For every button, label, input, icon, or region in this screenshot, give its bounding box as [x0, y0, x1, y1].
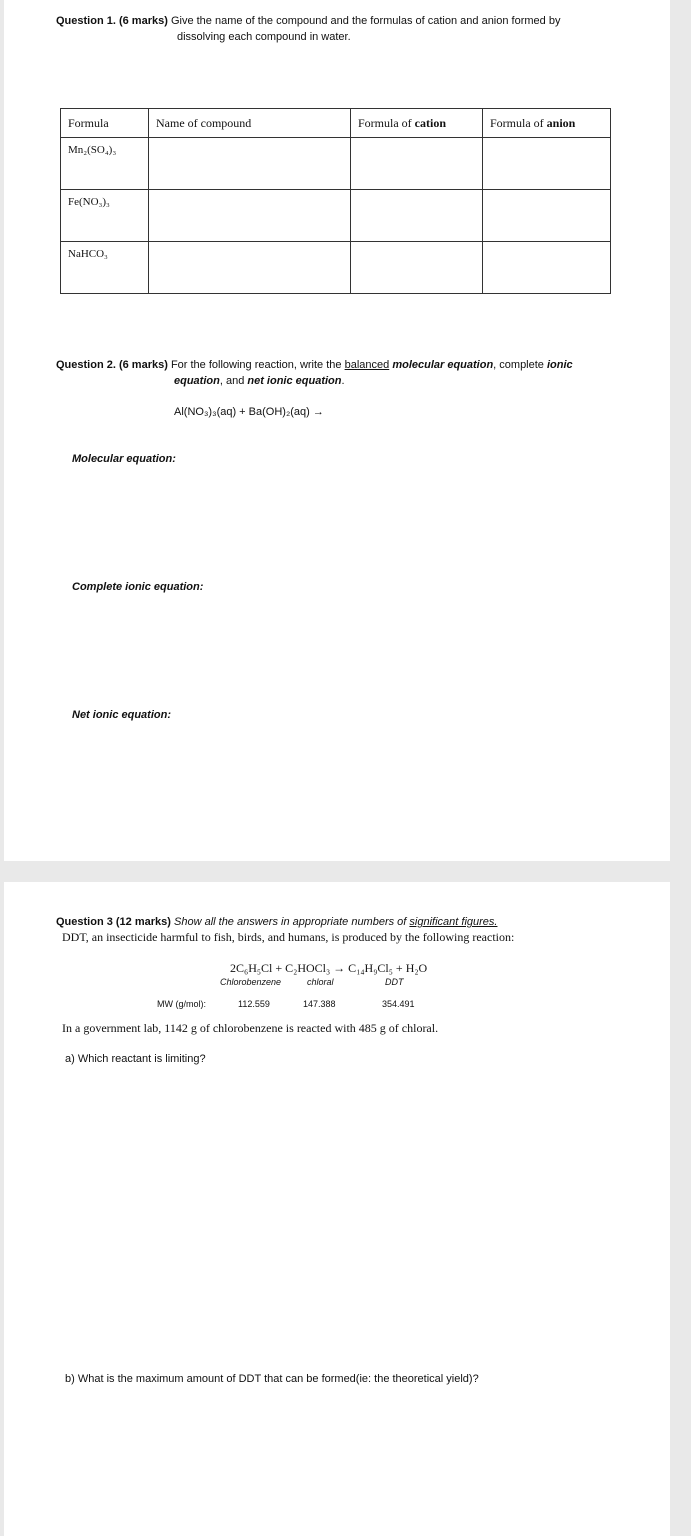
header-cation-b: cation — [414, 115, 447, 130]
formula-cell: Fe(NO₃)₃ — [61, 190, 149, 242]
mw-chlorobenzene: 112.559 — [238, 999, 270, 1009]
q2-period: . — [341, 375, 345, 387]
mw-ddt: 354.491 — [382, 999, 415, 1009]
table-header-row — [61, 109, 611, 138]
header-anion-a: Formula of — [490, 115, 544, 130]
cation-cell[interactable] — [351, 242, 483, 294]
q2-and: , and — [219, 375, 245, 387]
cation-cell[interactable] — [351, 190, 483, 242]
molecular-equation-label: Molecular equation: — [72, 453, 176, 465]
anion-cell[interactable] — [483, 190, 611, 242]
q3-part-a: a) Which reactant is limiting? — [65, 1053, 206, 1065]
q3-line1 — [56, 915, 497, 929]
header-anion-b: anion — [546, 115, 576, 130]
q2-text-a: For the following reaction, write the — [170, 359, 342, 371]
anion-cell[interactable] — [483, 138, 611, 190]
header-anion — [483, 109, 611, 138]
name-ddt: DDT — [385, 977, 404, 987]
q2-text-molecular: molecular equation — [392, 359, 494, 371]
q2-heading: Question 2. (6 marks) — [56, 359, 168, 371]
q1-text-1: Give the name of the compound and the formulas of cation and anion formed by — [170, 15, 561, 27]
q2-line1 — [56, 358, 573, 372]
header-formula: Formula — [61, 109, 149, 138]
q3-intro: DDT, an insecticide harmful to fish, birds, and humans, is produced by the following reaction: — [62, 930, 515, 944]
compound-table — [60, 108, 611, 294]
cation-cell[interactable] — [351, 138, 483, 190]
name-cell[interactable] — [149, 190, 351, 242]
anion-cell[interactable] — [483, 242, 611, 294]
q2-text-ionic: ionic — [546, 359, 573, 371]
table-row — [61, 138, 611, 190]
table-row — [61, 190, 611, 242]
name-cell[interactable] — [149, 242, 351, 294]
q3-heading: Question 3 (12 marks) — [56, 916, 171, 928]
q1-heading: Question 1. (6 marks) — [56, 15, 168, 27]
header-cation — [351, 109, 483, 138]
complete-ionic-label: Complete ionic equation: — [72, 581, 204, 593]
q2-reaction: Al(NO₃)₃(aq) + Ba(OH)₂(aq) → — [174, 406, 324, 418]
q3-instruction-b: significant figures. — [409, 916, 498, 928]
table-row — [61, 242, 611, 294]
formula-cell: Mn₂(SO₄)₃ — [61, 138, 149, 190]
q2-text-balanced: balanced — [344, 359, 390, 371]
page-2 — [4, 882, 670, 1536]
q3-lab-text: In a government lab, 1142 g of chlorobenzene is reacted with 485 g of chloral. — [62, 1021, 439, 1035]
q3-instruction-a: Show all the answers in appropriate numbers of — [174, 916, 407, 928]
header-name: Name of compound — [149, 109, 351, 138]
q1-line2: dissolving each compound in water. — [177, 31, 351, 43]
q2-equation-word: equation — [174, 375, 220, 387]
net-ionic-label: Net ionic equation: — [72, 709, 171, 721]
ddt-equation: 2C₆H₅Cl + C₂HOCl₃ → C₁₄H₉Cl₅ + H₂O — [230, 961, 428, 975]
mw-label: MW (g/mol): — [157, 999, 206, 1009]
page-1 — [4, 0, 670, 861]
q2-text-b: , complete — [493, 359, 544, 371]
name-chlorobenzene: Chlorobenzene — [220, 977, 282, 987]
q2-line2 — [174, 374, 345, 388]
q1-line1 — [56, 14, 560, 28]
name-cell[interactable] — [149, 138, 351, 190]
q3-part-b: b) What is the maximum amount of DDT that can be formed(ie: the theoretical yield)? — [65, 1373, 479, 1385]
formula-cell: NaHCO₃ — [61, 242, 149, 294]
name-chloral: chloral — [307, 977, 334, 987]
mw-chloral: 147.388 — [303, 999, 336, 1009]
header-cation-a: Formula of — [358, 115, 412, 130]
q2-net-ionic: net ionic equation — [247, 375, 342, 387]
